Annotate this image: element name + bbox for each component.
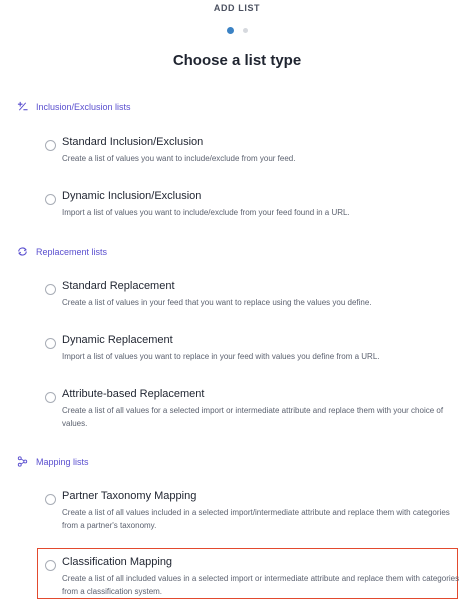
option-description: Create a list of all values included in a selected import/intermediate attribute and replace them with categories from a partner's taxonomy. bbox=[62, 508, 450, 530]
stepper bbox=[0, 27, 474, 34]
radio-button[interactable] bbox=[45, 194, 56, 205]
option-label: Standard Inclusion/Exclusion bbox=[62, 136, 204, 148]
option-description: Create a list of values you want to include/exclude from your feed. bbox=[62, 154, 296, 163]
option-label: Dynamic Replacement bbox=[62, 334, 173, 346]
radio-button[interactable] bbox=[45, 494, 56, 505]
radio-button[interactable] bbox=[45, 140, 56, 151]
page-title: Choose a list type bbox=[172, 52, 302, 69]
option-label: Standard Replacement bbox=[62, 280, 175, 292]
option-label: Attribute-based Replacement bbox=[62, 388, 205, 400]
step-indicator-1 bbox=[227, 27, 234, 34]
section-label: Replacement lists bbox=[36, 246, 108, 257]
option-description: Create a list of all included values in a selected import or intermediate attribute and replace them with categories from a classification system. bbox=[62, 574, 460, 596]
option-description: Create a list of values in your feed that you want to replace using the values you define. bbox=[62, 298, 372, 307]
radio-button[interactable] bbox=[45, 284, 56, 295]
option-description: Import a list of values you want to replace in your feed with values you define from a URL. bbox=[62, 352, 380, 361]
option-label: Classification Mapping bbox=[62, 556, 173, 568]
step-title: ADD LIST bbox=[213, 3, 261, 13]
refresh-icon bbox=[17, 246, 28, 257]
share-nodes-icon bbox=[17, 456, 28, 467]
option-description: Create a list of all values for a selected import or intermediate attribute and replace them with your choice of values. bbox=[62, 406, 444, 428]
radio-button[interactable] bbox=[45, 338, 56, 349]
section-mapping bbox=[17, 456, 89, 467]
section-inclusion-exclusion bbox=[17, 101, 131, 112]
option-label: Partner Taxonomy Mapping bbox=[62, 490, 197, 502]
radio-button[interactable] bbox=[45, 560, 56, 571]
section-label: Inclusion/Exclusion lists bbox=[36, 101, 131, 112]
option-label: Dynamic Inclusion/Exclusion bbox=[62, 190, 202, 202]
step-indicator-2 bbox=[243, 28, 248, 33]
section-label: Mapping lists bbox=[36, 456, 89, 467]
option-description: Import a list of values you want to include/exclude from your feed found in a URL. bbox=[62, 208, 350, 217]
section-replacement bbox=[17, 246, 107, 257]
radio-button[interactable] bbox=[45, 392, 56, 403]
plus-minus-icon bbox=[17, 101, 28, 112]
